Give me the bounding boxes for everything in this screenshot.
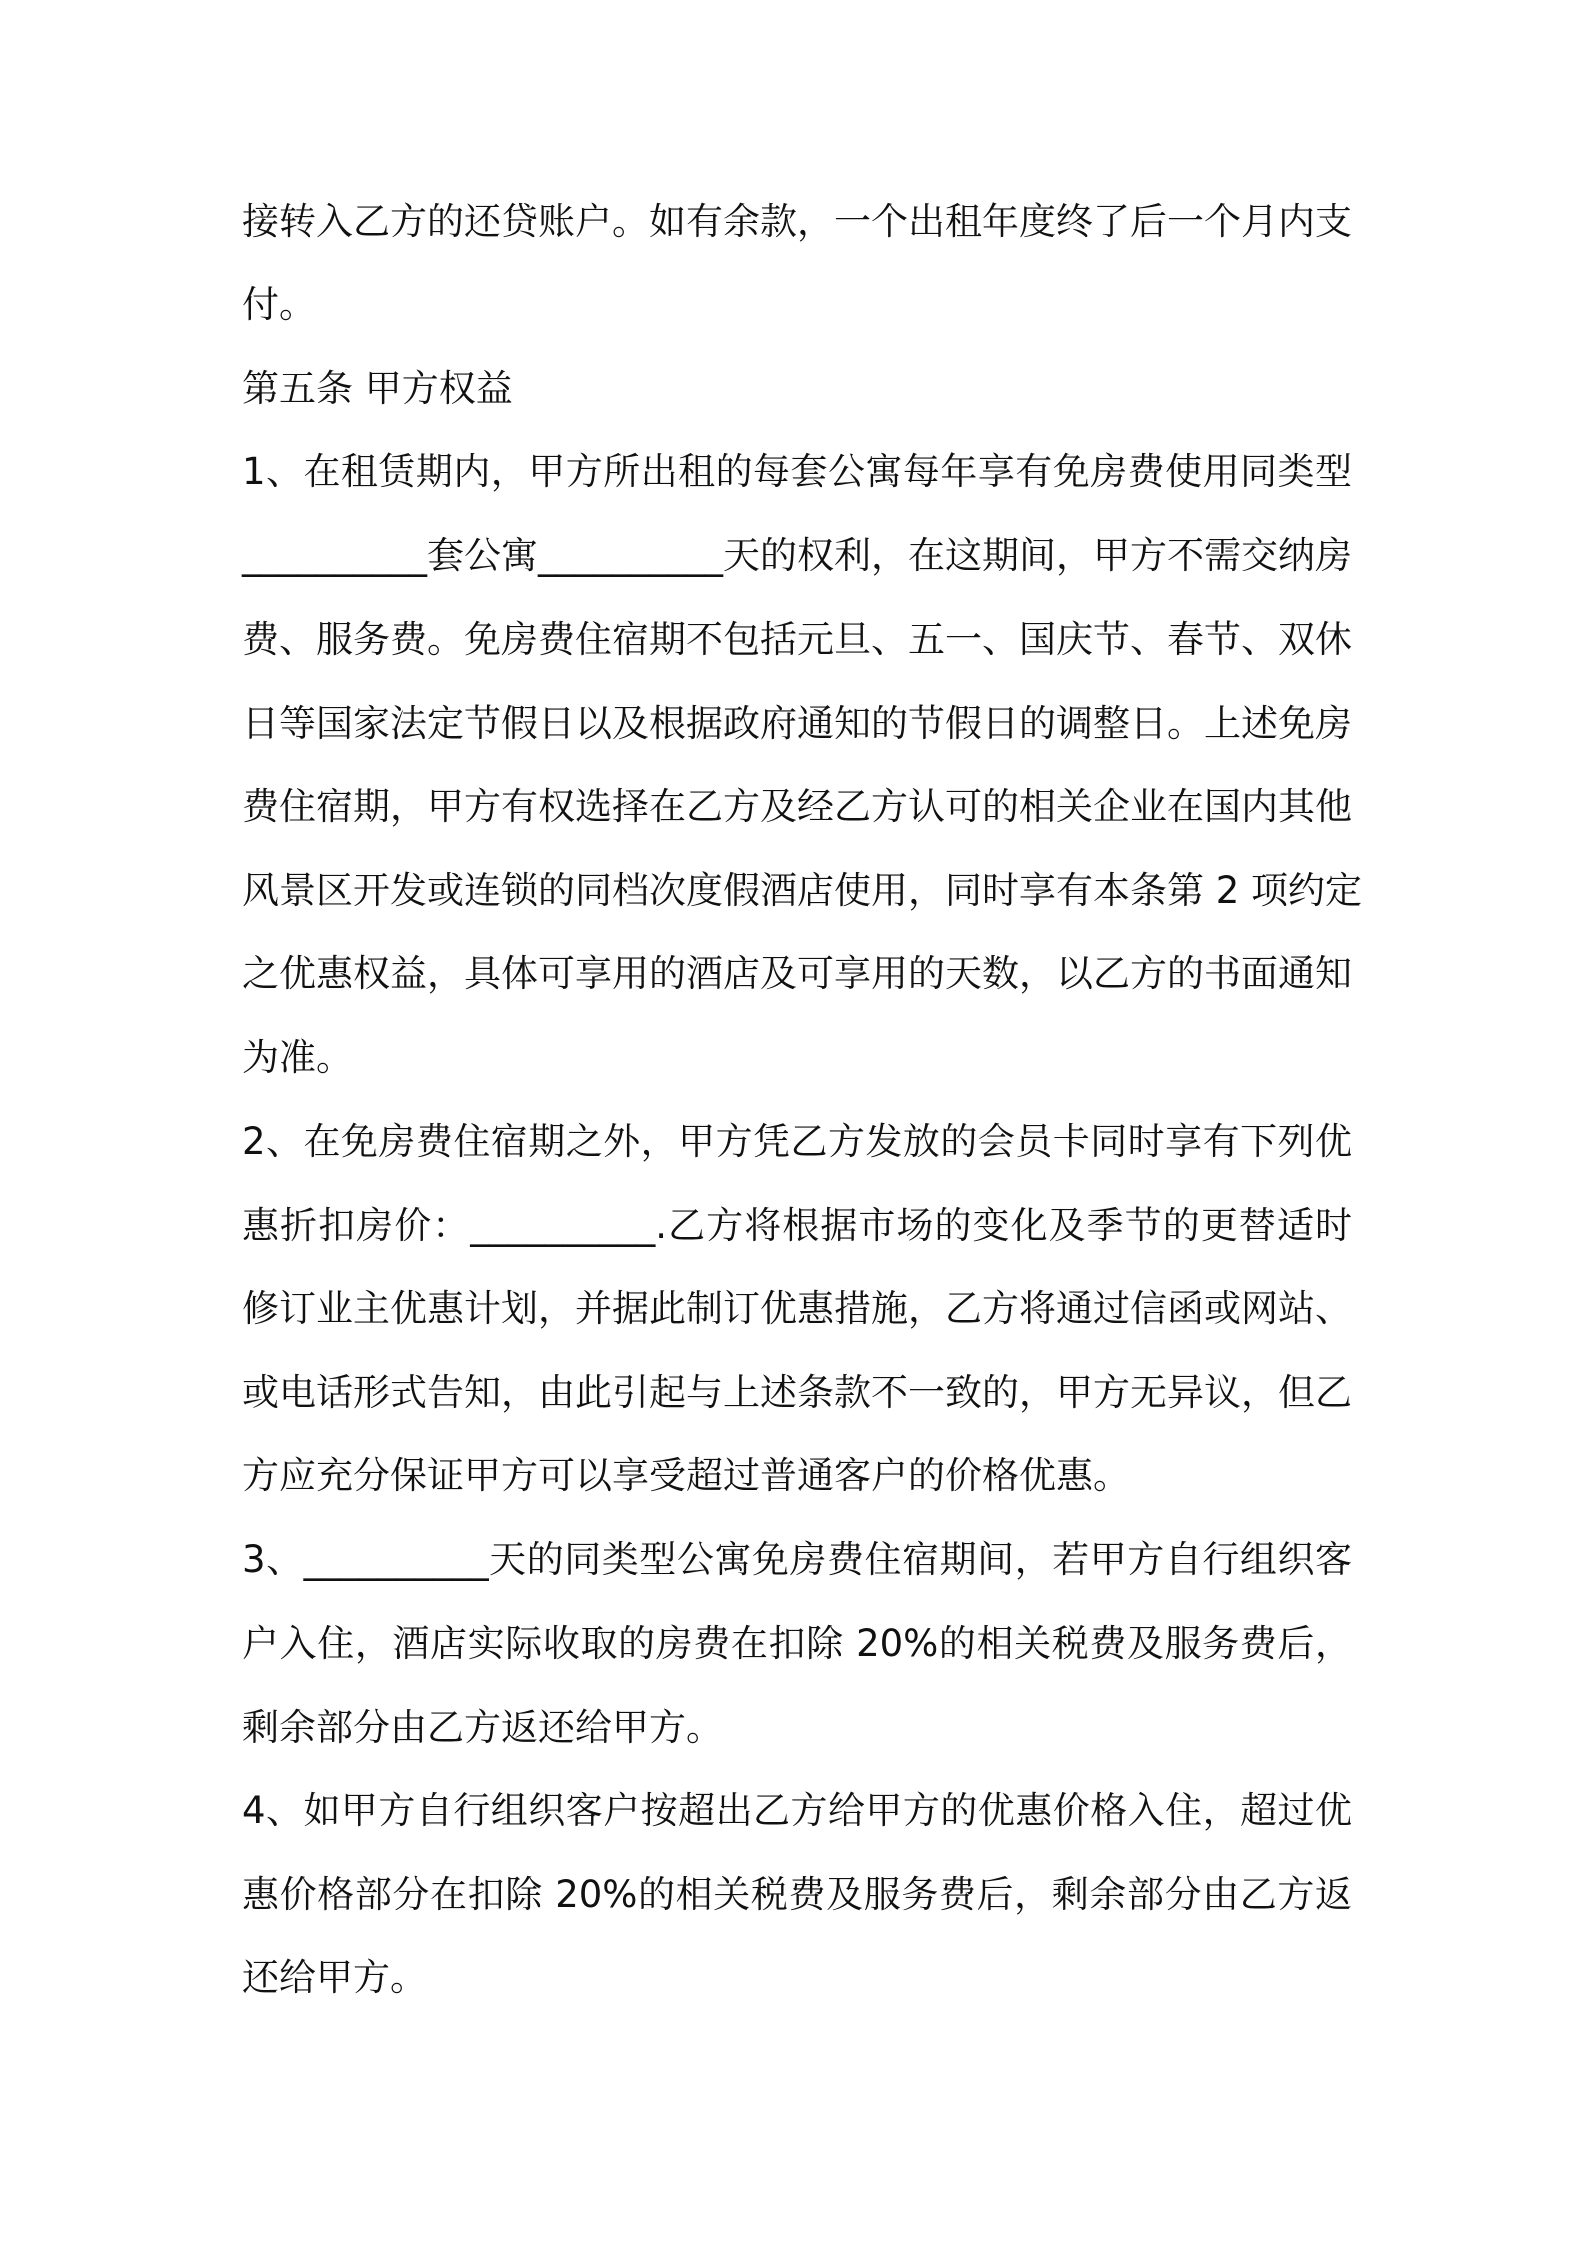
section-heading: 第五条 甲方权益	[242, 367, 513, 410]
text-line: 2、在免房费住宿期之外，甲方凭乙方发放的会员卡同时享有下列优	[242, 1120, 1352, 1163]
text-line: 惠折扣房价：__________.乙方将根据市场的变化及季节的更替适时	[242, 1204, 1352, 1247]
text-line: 还给甲方。	[242, 1956, 427, 1999]
text-line: 风景区开发或连锁的同档次度假酒店使用，同时享有本条第 2 项约定	[242, 869, 1363, 912]
text-line: 之优惠权益，具体可享用的酒店及可享用的天数，以乙方的书面通知	[242, 952, 1352, 995]
text-line: 4、如甲方自行组织客户按超出乙方给甲方的优惠价格入住，超过优	[242, 1789, 1352, 1832]
text-line: 日等国家法定节假日以及根据政府通知的节假日的调整日。上述免房	[242, 702, 1352, 745]
text-line: 剩余部分由乙方返还给甲方。	[242, 1706, 723, 1749]
text-line: 方应充分保证甲方可以享受超过普通客户的价格优惠。	[242, 1454, 1130, 1497]
text-line: 3、__________天的同类型公寓免房费住宿期间，若甲方自行组织客	[242, 1538, 1352, 1581]
text-line: 为准。	[242, 1036, 353, 1079]
text-line: __________套公寓__________天的权利，在这期间，甲方不需交纳房	[242, 534, 1352, 577]
text-line: 付。	[242, 283, 316, 326]
text-line: 接转入乙方的还贷账户。如有余款，一个出租年度终了后一个月内支	[242, 200, 1352, 243]
text-line: 1、在租赁期内，甲方所出租的每套公寓每年享有免房费使用同类型	[242, 450, 1352, 493]
text-line: 或电话形式告知，由此引起与上述条款不一致的，甲方无异议，但乙	[242, 1371, 1352, 1414]
text-line: 户入住，酒店实际收取的房费在扣除 20%的相关税费及服务费后，	[242, 1622, 1352, 1665]
text-line: 修订业主优惠计划，并据此制订优惠措施，乙方将通过信函或网站、	[242, 1287, 1352, 1330]
text-line: 费、服务费。免房费住宿期不包括元旦、五一、国庆节、春节、双休	[242, 618, 1352, 661]
text-line: 惠价格部分在扣除 20%的相关税费及服务费后，剩余部分由乙方返	[242, 1873, 1352, 1916]
text-line: 费住宿期，甲方有权选择在乙方及经乙方认可的相关企业在国内其他	[242, 785, 1352, 828]
